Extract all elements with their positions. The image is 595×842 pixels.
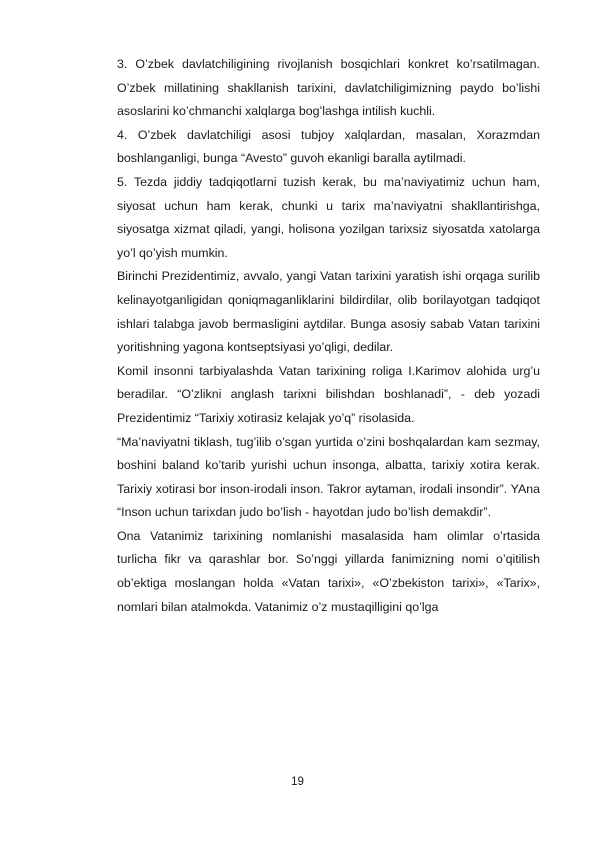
document-body [117,53,540,619]
paragraph-7: Ona Vatanimiz tarixining nomlanishi masalasida ham olimlar o’rtasida turlicha fikr va qarashlar bor. So’nggi yillarda fanimizning nomi o’qitilish ob’ektiga moslangan holda «Vatan tarixi», «O’zbekiston tarixi», «Tarix», nomlari bilan atalmokda. Vatanimiz o’z mustaqilligini qo’lga [117,528,540,614]
paragraph-6: “Ma’naviyatni tiklash, tug’ilib o’sgan yurtida o’zini boshqalardan kam sezmay, boshini baland ko’tarib yurishi uchun insonga, albatta, tarixiy xotira kerak. Tarixiy xotirasi bor inson-irodali inson. Takror aytaman, irodali insondir”. YAna “Inson uchun tarixdan judo bo’lish - hayotdan judo bo’lish demakdir”. [117,434,540,520]
page-number: 19 [291,776,304,788]
paragraph-2: 4. O’zbek davlatchiligi asosi tubjoy xalqlardan, masalan, Xorazmdan boshlanganligi, bunga “Avesto” guvoh ekanligi baralla aytilmadi. [117,127,540,166]
paragraph-1: 3. O’zbek davlatchiligining rivojlanish bosqichlari konkret ko’rsatilmagan. O’zbek millatining shakllanish tarixini, davlatchiligimizning paydo bo’lishi asoslarini ko’chmanchi xalqlarga bog’lashga intilish kuchli. [117,57,540,119]
paragraph-4: Birinchi Prezidentimiz, avvalo, yangi Vatan tarixini yaratish ishi orqaga surilib kelinayotganligidan qoniqmaganliklarini bildirdilar, olib borilayotgan tadqiqot ishlari talabga javob bermasligini aytdilar. Bunga asosiy sabab Vatan tarixini yoritishning yagona kontseptsiyasi yo’qligi, dedilar. [117,269,540,355]
paragraph-3: 5. Tezda jiddiy tadqiqotlarni tuzish kerak, bu ma’naviyatimiz uchun ham, siyosat uchun ham kerak, chunki u tarix ma’naviyatni shakllantirishga, siyosatga xizmat qiladi, yangi, holisona yozilgan tarixsiz siyosatda xatolarga yo’l qo’yish mumkin. [117,174,540,260]
paragraph-5: Komil insonni tarbiyalashda Vatan tarixining roliga I.Karimov alohida urg’u beradilar. “O’zlikni anglash tarixni bilishdan boshlanadi”, - deb yozadi Prezidentimiz “Tarixiy xotirasiz kelajak yo’q” risolasida. [117,363,540,425]
